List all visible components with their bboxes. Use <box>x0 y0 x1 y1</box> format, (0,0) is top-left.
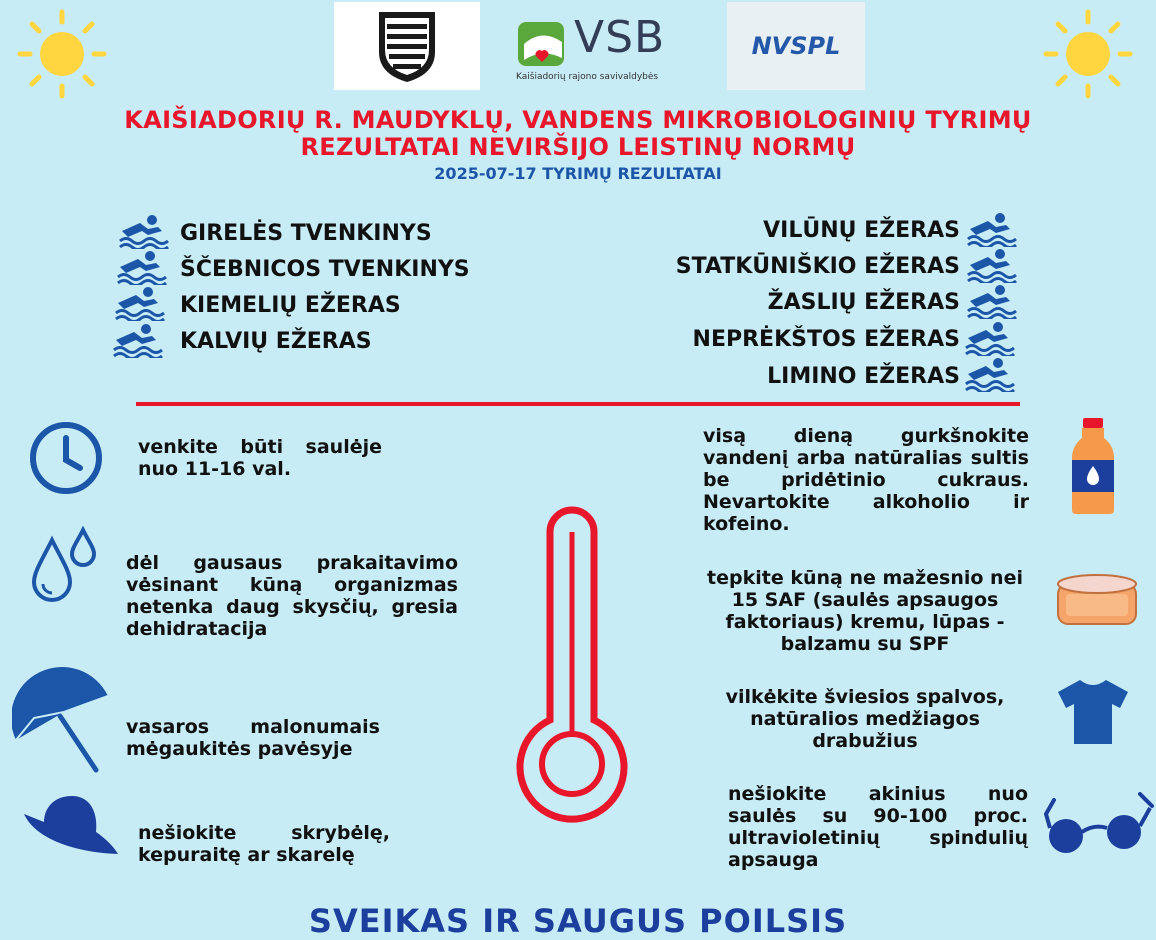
sunscreen-jar-icon <box>1054 570 1140 628</box>
lake-name-left-4: KALVIŲ EŽERAS <box>180 329 372 354</box>
swimmer-icon <box>114 285 166 321</box>
lake-name-right-3: ŽASLIŲ EŽERAS <box>767 290 960 315</box>
tip-hydrate: visą dieną gurkšnokite vandenį arba natūralias sultis be pridėtinio cukraus. Nevartokite alkoholio ir kofeino. <box>703 425 1029 535</box>
swimmer-icon <box>116 249 168 285</box>
lake-name-right-4: NEPRĖKŠTOS EŽERAS <box>692 327 960 352</box>
lake-name-right-1: VILŪNŲ EŽERAS <box>763 218 960 243</box>
tip-avoid-sun: venkite būti saulėje nuo 11-16 val. <box>138 436 382 480</box>
vsb-logo <box>512 2 687 90</box>
tip-sunglasses: nešiokite akinius nuo saulės su 90-100 proc. ultravioletinių spindulių apsauga <box>728 783 1028 871</box>
swimmer-icon <box>966 247 1018 283</box>
tip-shade: vasaros malonumais mėgaukitės pavėsyje <box>126 716 380 760</box>
tshirt-icon <box>1056 678 1130 746</box>
water-bottle-icon <box>1068 416 1118 516</box>
vsb-logo-text: VSB <box>574 12 666 63</box>
tip-hat: nešiokite skrybėlę, kepuraitę ar skarelę <box>138 822 390 866</box>
tip-dehydration: dėl gausaus prakaitavimo vėsinant kūną organizmas netenka daug skysčių, gresia dehidratacija <box>126 552 458 640</box>
water-drops-icon <box>28 526 98 606</box>
section-divider <box>136 402 1020 406</box>
tip-clothing: vilkėkite šviesios spalvos, natūralios medžiagos drabužius <box>725 686 1005 752</box>
coat-of-arms-logo <box>334 2 480 90</box>
thermometer-icon <box>512 502 632 830</box>
vsb-logo-subtitle: Kaišiadorių rajono savivaldybės <box>516 72 659 82</box>
page-title-line-1: KAIŠIADORIŲ R. MAUDYKLŲ, VANDENS MIKROBIOLOGINIŲ TYRIMŲ <box>124 106 1032 134</box>
lake-name-right-5: LIMINO EŽERAS <box>767 364 960 389</box>
lake-name-right-2: STATKŪNIŠKIO EŽERAS <box>675 254 960 279</box>
page-title-line-2: REZULTATAI NEVIRŠIJO LEISTINŲ NORMŲ <box>300 133 856 161</box>
hat-icon <box>20 792 122 858</box>
lake-name-left-2: ŠČEBNICOS TVENKINYS <box>180 257 470 282</box>
footer-slogan: SVEIKAS IR SAUGUS POILSIS <box>308 902 848 940</box>
clock-icon <box>28 420 104 496</box>
swimmer-icon <box>964 320 1016 356</box>
lake-name-left-1: GIRELĖS TVENKINYS <box>180 221 432 246</box>
swimmer-icon <box>966 211 1018 247</box>
sun-icon-right <box>1040 8 1136 100</box>
swimmer-icon <box>118 213 170 249</box>
vsb-emblem-icon <box>516 18 568 70</box>
results-date-subtitle: 2025-07-17 TYRIMŲ REZULTATAI <box>434 164 722 183</box>
sunglasses-icon <box>1044 792 1154 858</box>
swimmer-icon <box>112 322 164 358</box>
tip-sunscreen: tepkite kūną ne mažesnio nei 15 SAF (saulės apsaugos faktoriaus) kremu, lūpas - balzamu su SPF <box>707 567 1023 655</box>
swimmer-icon <box>964 356 1016 392</box>
nvspl-logo-text: NVSPL <box>751 32 841 60</box>
lake-name-left-3: KIEMELIŲ EŽERAS <box>180 293 401 318</box>
coat-of-arms-icon <box>375 8 439 84</box>
nvspl-logo <box>727 2 865 90</box>
sun-icon-left <box>14 8 110 100</box>
beach-umbrella-icon <box>12 666 112 774</box>
swimmer-icon <box>966 283 1018 319</box>
